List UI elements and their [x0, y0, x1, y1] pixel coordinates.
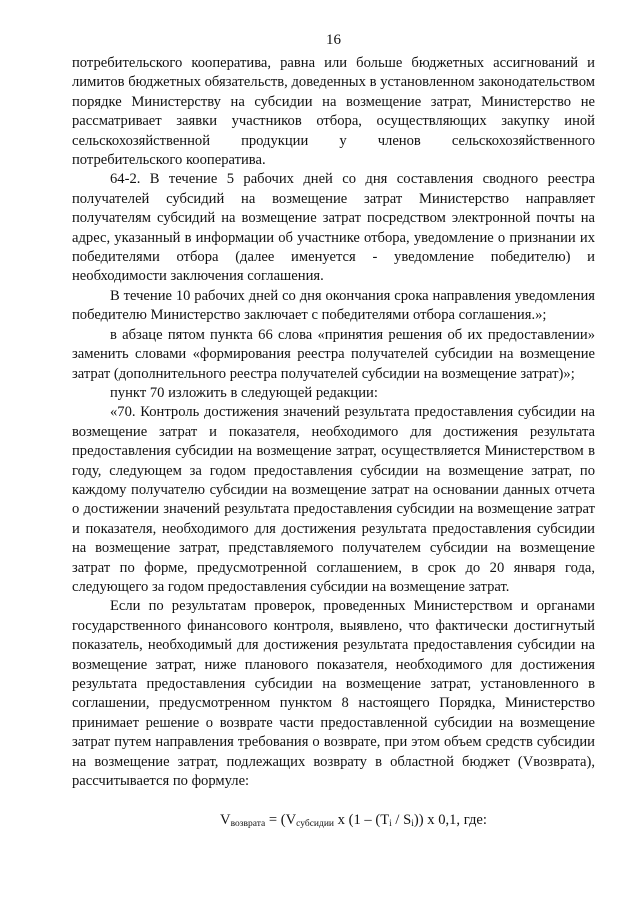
formula-subsidy-subscript: субсидии [296, 819, 334, 830]
formula-eq: = (V [265, 812, 297, 829]
paragraph-4: в абзаце пятом пункта 66 слова «принятия решения об их предоставлении» заменить словами «формирования реестра получателей субсидии на возмещение затрат (дополнительного реестра получателей субсидии на возмещение затрат)»; [72, 326, 595, 382]
page-number: 16 [326, 32, 341, 48]
formula-mid: x (1 – (T [334, 812, 390, 829]
paragraph-1: потребительского кооператива, равна или больше бюджетных ассигнований и лимитов бюджетных обязательств, доведенных в установленном законодательством порядке Министерству на субсидии на возмещение затрат, Министерство не рассматривает заявки участников отбора, осуществляющих закупку иной сельскохозяйственной продукции у членов сельскохозяйственного потребительского кооператива. [72, 55, 595, 169]
formula-slash: / S [391, 812, 412, 829]
formula-s-subscript: i [411, 819, 414, 830]
paragraph-5: пункт 70 изложить в следующей редакции: [110, 384, 378, 401]
formula-v-subscript: возврата [230, 819, 266, 830]
formula-tail: )) x 0,1, где: [413, 812, 487, 829]
formula-t-subscript: i [389, 819, 392, 830]
paragraph-6: «70. Контроль достижения значений результата предоставления субсидии на возмещение затрат и показателя, необходимого для достижения результата предоставления субсидии на возмещение затрат, осуществляется Министерством в году, следующем за годом предоставления субсидии на возмещение затрат, по каждому получателю субсидии на возмещение затрат на основании данных отчета о достижении значений результата предоставления субсидии на возмещение затрат и показателя, необходимого для достижения результата предоставления субсидии на возмещение затрат, представляемого получателем субсидии на возмещение затрат по форме, предусмотренной соглашением, в срок до 20 января года, следующего за годом предоставления субсидии на возмещение затрат. [72, 404, 595, 595]
paragraph-3: В течение 10 рабочих дней со дня окончания срока направления уведомления победителю Министерство заключает с победителями отбора соглашения.»; [72, 287, 595, 324]
paragraph-7: Если по результатам проверок, проведенных Министерством и органами государственного финансового контроля, выявлено, что фактически достигнутый показатель, необходимый для достижения результата предоставления субсидии на возмещение затрат, ниже планового показателя, необходимого для достижения результата предоставления субсидии на возмещение затрат, установленного в соглашении, предусмотренном пунктом 8 настоящего Порядка, Министерство принимает решение о возврате части предоставленной субсидии на возмещение затрат путем направления требования о возврате, при этом объем средств субсидии на возмещение затрат, подлежащих возврату в областной бюджет (Vвозврата), рассчитывается по формуле: [72, 598, 595, 790]
paragraph-2: 64-2. В течение 5 рабочих дней со дня составления сводного реестра получателей субсидий на возмещение затрат Министерство направляет получателям субсидий на возмещение затрат посредством электронной почты на адрес, указанный в информации об участнике отбора, уведомление о признании их победителями отбора (далее именуется - уведомление победителю) и необходимости заключения соглашения. [72, 171, 595, 285]
refund-formula [72, 811, 595, 834]
formula-v: V [220, 812, 231, 829]
